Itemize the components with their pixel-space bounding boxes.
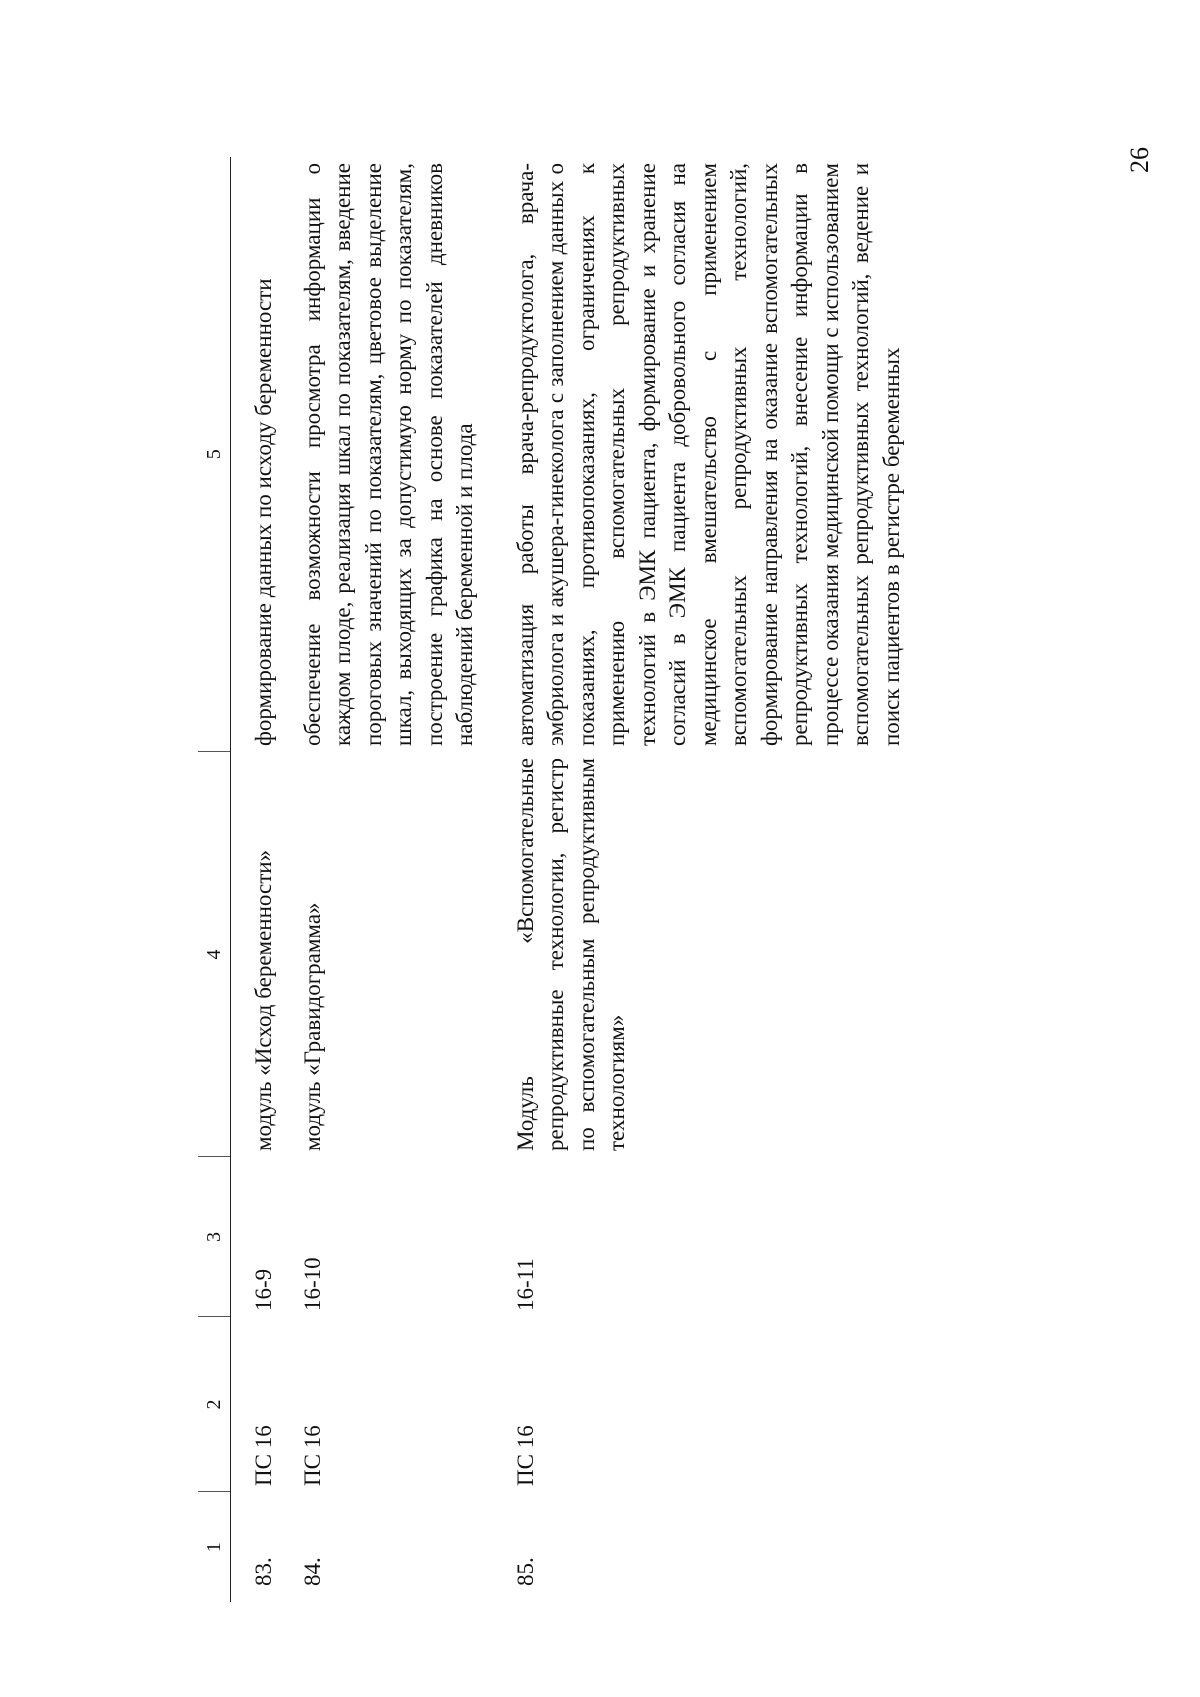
table-header: [198, 157, 231, 1602]
row-module: модуль «Исход беременности»: [251, 849, 276, 1151]
row-system: ПС 16: [251, 1425, 276, 1486]
row-system: ПС 16: [299, 1425, 325, 1486]
row-description: формирование данных по исходу беременности: [251, 278, 276, 746]
row-module: Модуль «Вспомогательные репродуктивные технологии, регистр по вспомогательным репродуктивным технологиям»: [512, 758, 629, 1151]
table-row: [280, 157, 493, 1602]
registry-table: [198, 157, 907, 1602]
table-body: [231, 157, 908, 1602]
rotated-page-content: [198, 157, 1098, 1602]
row-description: автоматизация работы врача-репродуктолога, врача-эмбриолога и акушера-гинеколога с заполнением данных о показаниях, противопоказаниях, ограничениях к применению вспомогательных репродуктивных технологий в ЭМК пациента, формирование и хранение согласий в ЭМК пациента добровольного согласия на медицинское вмешательство с применением вспомогательных репродуктивных технологий, формирование направления на оказание вспомогательных репродуктивных технологий, внесение информации в процессе оказания медицинской помощи с использованием вспомогательных репродуктивных технологий, ведение и поиск пациентов в регистре беременных: [512, 163, 904, 746]
row-number: 85.: [512, 1557, 538, 1586]
row-module: модуль «Гравидограмма»: [299, 902, 325, 1151]
page-number: 26: [1125, 147, 1154, 173]
row-code: 16-11: [512, 1258, 538, 1311]
row-code: 16-9: [251, 1268, 276, 1311]
header-col-4: 4: [198, 752, 231, 1157]
row-code: 16-10: [299, 1257, 325, 1311]
header-col-5: 5: [198, 157, 231, 752]
table-row: [231, 157, 280, 1602]
row-system: ПС 16: [512, 1425, 538, 1486]
header-col-2: 2: [198, 1317, 231, 1492]
row-description: обеспечение возможности просмотра информации о каждом плоде, реализация шкал по показателям, введение пороговых значений по показателям, цветовое выделение шкал, выходящих за допустимую норму по показателям, построение графика на основе показателей дневников наблюдений беременной и плода: [299, 163, 477, 746]
header-row: [198, 157, 231, 1602]
row-number: 84.: [299, 1557, 325, 1586]
header-col-3: 3: [198, 1157, 231, 1317]
row-number: 83.: [251, 1557, 276, 1586]
table-row: [493, 157, 908, 1602]
header-col-1: 1: [198, 1492, 231, 1602]
